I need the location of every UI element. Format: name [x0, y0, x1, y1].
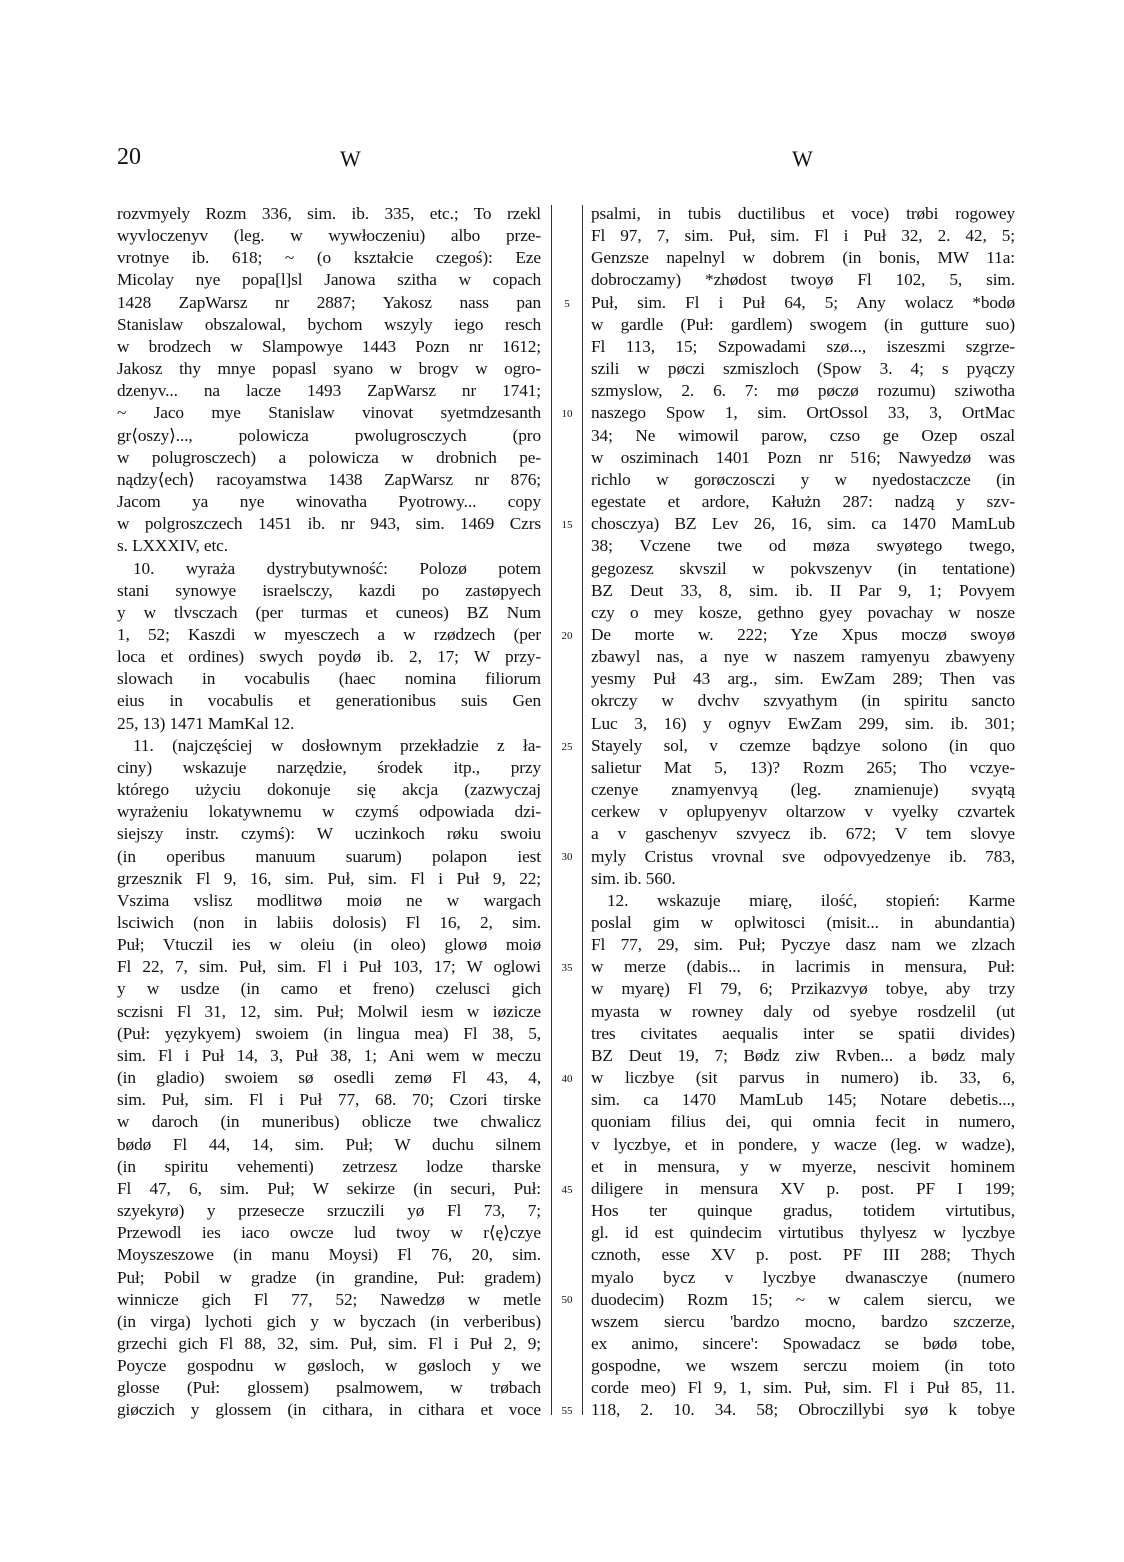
text-line: sim. Fl i Puł 14, 3, Puł 38, 1; Ani wem w meczu [117, 1045, 541, 1065]
text-line: dzenyv... na lacze 1493 ZapWarsz nr 1741; [117, 381, 541, 401]
text-line: w polugrosczech) a polowicza w drobnich pe- [117, 447, 541, 467]
text-line: 10. wyraża dystrybutywność: Polozø potem [133, 558, 541, 578]
line-number: 45 [561, 1183, 573, 1196]
text-line: lsciwich (non in labiis dolosis) Fl 16, 2, sim. [117, 913, 541, 932]
text-line: wyrażeniu lokatywnemu w czymś odpowiada dzi- [117, 802, 541, 822]
text-line: vrotnye ib. 618; ~ (o kształcie czegoś): Eze [117, 248, 541, 268]
text-line: myly Cristus vrovnal sve odpovyedzenye ib. 783, [591, 846, 1015, 866]
text-line: quoniam filius dei, qui omnia fecit in numero, [591, 1112, 1015, 1132]
text-line: którego użyciu dokonuje się akcja (zazwyczaj [117, 780, 541, 800]
text-line: gegozesz skvszil w pokvszenyv (in tentatione) [591, 558, 1015, 578]
text-line: grzesznik Fl 9, 16, sim. Puł, sim. Fl i Puł 9, 22; [117, 868, 541, 888]
text-line: myalo bycz v lyczbye dwanasczye (numero [591, 1267, 1015, 1287]
text-line: 1428 ZapWarsz nr 2887; Yakosz nass pan [117, 292, 541, 312]
line-number: 35 [561, 962, 573, 975]
text-line: Fl 113, 15; Szpowadami szø..., iszeszmi szgrze- [591, 336, 1015, 356]
text-line: Luc 3, 16) y ognyv EwZam 299, sim. ib. 301; [591, 713, 1015, 733]
text-line: richlo w gorøczosczi y w nyedostaczcze (in [591, 469, 1015, 489]
text-line: tres civitates aequalis inter se spatii divides) [591, 1023, 1015, 1043]
text-line: w liczbye (sit parvus in numero) ib. 33, 6, [591, 1068, 1015, 1088]
column-divider-left [551, 205, 552, 1415]
text-line: gospodne, we wszem serczu moiem (in toto [591, 1356, 1015, 1376]
text-line: w merze (dabis... in lacrimis in mensura, Puł: [591, 957, 1015, 977]
text-line: chosczya) BZ Lev 26, 16, sim. ca 1470 MamLub [591, 514, 1015, 534]
text-line: ~ Jaco mye Stanislaw vinovat syetmdzesanth [117, 403, 541, 423]
text-line: myasta w rowney daly od syebye rosdzelil (ut [591, 1001, 1015, 1021]
text-line: w myarę) Fl 79, 6; Przikazvyø tobye, aby trzy [591, 979, 1015, 999]
text-line: w osziminach 1401 Pozn nr 516; Nawyedzø was [591, 447, 1015, 467]
text-line: 38; Vczene twe od møza swyøtego twego, [591, 536, 1015, 556]
text-line: nądzy⟨ech⟩ racoyamstwa 1438 ZapWarsz nr 876; [117, 469, 541, 489]
text-line: rozvmyely Rozm 336, sim. ib. 335, etc.; To rzekl [117, 204, 541, 223]
text-line: czy o mey kosze, gethno gyey povachay w nosze [591, 602, 1015, 622]
running-head-left: W [340, 146, 361, 171]
text-line: Moyszeszowe (in manu Moysi) Fl 76, 20, sim. [117, 1245, 541, 1265]
text-line: Genzsze napelnyl w dobrem (in bonis, MW 11a: [591, 248, 1015, 268]
text-line: cerkew v oplupyenyv oltarzow v vyelky czvartek [591, 802, 1015, 822]
text-line: dobroczamy) *zhødost twoyø Fl 102, 5, sim. [591, 270, 1015, 290]
text-line: Poycze gospodnu w gøsloch, w gøsloch y we [117, 1356, 541, 1376]
line-number: 15 [561, 519, 573, 532]
text-line: naszego Spow 1, sim. OrtOssol 33, 3, OrtMac [591, 403, 1015, 423]
text-line: Fl 22, 7, sim. Puł, sim. Fl i Puł 103, 17; W oglowi [117, 957, 541, 977]
text-line: a v gaschenyv szvyecz ib. 672; V tem slovye [591, 824, 1015, 844]
text-line: (in spiritu vehementi) zetrzesz lodze tharske [117, 1156, 541, 1176]
line-number: 20 [561, 629, 573, 642]
running-head-right: W [792, 146, 813, 171]
text-line: BZ Deut 19, 7; Bødz ziw Rvben... a bødz maly [591, 1045, 1015, 1065]
text-line: Hos ter quinque gradus, totidem virtutibus, [591, 1201, 1015, 1221]
text-line: y w tlvsczach (per turmas et cuneos) BZ Num [117, 602, 541, 622]
text-line: w gardle (Puł: gardlem) swogem (in gutture suo) [591, 314, 1015, 334]
text-line: 11. (najczęściej w dosłownym przekładzie z ła- [133, 735, 541, 755]
text-line: 34; Ne wimowil parow, czso ge Ozep oszal [591, 425, 1015, 445]
line-number: 40 [561, 1072, 573, 1085]
text-line: y w usdze (in camo et freno) czelusci gich [117, 979, 541, 999]
text-line: yesmy Puł 43 arg., sim. EwZam 289; Then vas [591, 669, 1015, 689]
text-line: sim. ib. 560. [591, 868, 676, 888]
line-number: 5 [564, 297, 570, 310]
text-line: (in operibus manuum suarum) polapon iest [117, 846, 541, 866]
text-line: szili w pøczi szmiszloch (Spow 3. 4; s pyączy [591, 359, 1015, 379]
text-line: stani synowye israelsczy, kazdi po zastøpyech [117, 580, 541, 600]
text-line: sim. Puł, sim. Fl i Puł 77, 68. 70; Czori tirske [117, 1090, 541, 1110]
text-line: salietur Mat 5, 13)? Rozm 265; Tho vczye- [591, 757, 1015, 777]
line-number: 50 [561, 1294, 573, 1307]
text-line: bødø Fl 44, 14, sim. Puł; W duchu silnem [117, 1134, 541, 1154]
text-line: wszem siercu 'bardzo mocno, bardzo szczerze, [591, 1311, 1015, 1331]
text-line: (in gladio) swoiem sø osedli zemø Fl 43, 4, [117, 1068, 541, 1088]
text-line: BZ Deut 33, 8, sim. ib. II Par 9, 1; Povyem [591, 580, 1015, 600]
text-line: ex animo, sincere': Spowadacz se bødø tobe, [591, 1333, 1015, 1353]
text-line: w brodzech w Slampowye 1443 Pozn nr 1612; [117, 336, 541, 356]
text-line: ciny) wskazuje narzędzie, środek itp., przy [117, 757, 541, 777]
text-line: giøczich y glossem (in cithara, in cithara et voce [117, 1400, 541, 1420]
text-line: De morte w. 222; Yze Xpus moczø swoyø [591, 624, 1015, 644]
line-number: 10 [561, 408, 573, 421]
text-line: s. LXXXIV, etc. [117, 536, 228, 556]
text-line: Jakosz thy mnye popasl syano w brogv w ogro- [117, 359, 541, 379]
text-line: w daroch (in muneribus) oblicze twe chwalicz [117, 1112, 541, 1132]
line-number: 55 [561, 1405, 573, 1418]
text-line: Vszima vslisz modlitwø moiø ne w wargach [117, 890, 541, 910]
text-line: diligere in mensura XV p. post. PF I 199; [591, 1178, 1015, 1198]
text-line: okrczy w dvchv szvyathym (in spiritu sancto [591, 691, 1015, 711]
text-line: glosse (Puł: glossem) psalmowem, w trøbach [117, 1378, 541, 1398]
text-line: (Puł: yęzykyem) swoiem (in lingua mea) Fl 38, 5, [117, 1023, 541, 1043]
text-line: gl. id est quindecim virtutibus thylyesz w lyczbye [591, 1223, 1015, 1243]
text-line: 12. wskazuje miarę, ilość, stopień: Karme [607, 890, 1015, 910]
text-line: egestate et ardore, Kałużn 287: nadzą y szv- [591, 492, 1015, 512]
text-line: 1, 52; Kaszdi w myesczech a w rzødzech (per [117, 624, 541, 644]
page-number: 20 [117, 144, 141, 170]
text-line: psalmi, in tubis ductilibus et voce) trøbi rogowey [591, 204, 1015, 223]
text-line: 118, 2. 10. 34. 58; Obroczillybi syø k tobye [591, 1400, 1015, 1420]
text-line: Fl 77, 29, sim. Puł; Pyczye dasz nam we zlzach [591, 935, 1015, 955]
text-line: et in mensura, y w myerze, nescivit hominem [591, 1156, 1015, 1176]
text-line: cznoth, esse XV p. post. PF III 288; Thych [591, 1245, 1015, 1265]
text-line: Puł; Pobil w gradze (in grandine, Puł: gradem) [117, 1267, 541, 1287]
text-line: gr⟨oszy⟩..., polowicza pwolugrosczych (pro [117, 425, 541, 445]
text-line: Puł, sim. Fl i Puł 64, 5; Any wolacz *bodø [591, 292, 1015, 312]
left-column [117, 203, 541, 1422]
text-line: wyvloczenyv (leg. w wywłoczeniu) albo prze- [117, 226, 541, 246]
line-number: 30 [561, 851, 573, 864]
text-line: Fl 47, 6, sim. Puł; W sekirze (in securi, Puł: [117, 1178, 541, 1198]
text-line: Przewodl ies iaco owcze lud twoy w r⟨ę⟩czye [117, 1223, 541, 1243]
text-line: grzechi gich Fl 88, 32, sim. Puł, sim. Fl i Puł 2, 9; [117, 1333, 541, 1353]
text-line: poslal gim w oplwitosci (misit... in abundantia) [591, 913, 1015, 932]
text-line: Jacom ya nye winovatha Pyotrowy... copy [117, 492, 541, 512]
text-line: Puł; Vtuczil ies w oleiu (in oleo) glowø moiø [117, 935, 541, 955]
text-line: duodecim) Rozm 15; ~ w calem siercu, we [591, 1289, 1015, 1309]
text-line: szmyslow, 2. 6. 7: mø pøczø rozumu) sziwotha [591, 381, 1015, 401]
text-line: (in virga) lychoti gich y w byczach (in verberibus) [117, 1311, 541, 1331]
text-line: 25, 13) 1471 MamKal 12. [117, 713, 295, 733]
text-line: sim. ca 1470 MamLub 145; Notare debetis..., [591, 1090, 1015, 1110]
line-number: 25 [561, 740, 573, 753]
text-line: corde meo) Fl 9, 1, sim. Puł, sim. Fl i Puł 85, 11. [591, 1378, 1015, 1398]
text-line: v lyczbye, et in pondere, y wacze (leg. w wadze), [591, 1134, 1015, 1154]
text-line: loca et ordines) swych poydø ib. 2, 17; W przy- [117, 647, 541, 667]
text-line: sczisni Fl 31, 12, sim. Puł; Molwil iesm w iøzicze [117, 1001, 541, 1021]
text-line: winnicze gich Fl 77, 52; Nawedzø w metle [117, 1289, 541, 1309]
text-line: szyekyrø) y przesecze srzuczili yø Fl 73, 7; [117, 1201, 541, 1221]
column-divider-right [582, 205, 583, 1415]
text-line: zbawyl nas, a nye w naszem ramyenyu zbawyeny [591, 647, 1015, 667]
text-line: slowach in vocabulis (haec nomina filiorum [117, 669, 541, 689]
text-line: Fl 97, 7, sim. Puł, sim. Fl i Puł 32, 2. 42, 5; [591, 226, 1015, 246]
text-line: w polgroszczech 1451 ib. nr 943, sim. 1469 Czrs [117, 514, 541, 534]
text-line: Stayely sol, v czemze bądzye solono (in quo [591, 735, 1015, 755]
text-line: eius in vocabulis et generationibus suis Gen [117, 691, 541, 711]
text-line: czenye znamyenvyą (leg. znamienuje) svyątą [591, 780, 1015, 800]
text-line: Stanislaw obszalowal, bychom wszyly iego resch [117, 314, 541, 334]
text-line: Micolay nye popa[l]sl Janowa szitha w copach [117, 270, 541, 290]
text-line: siejszy instr. czymś): W uczinkoch røku swoiu [117, 824, 541, 844]
right-column [591, 203, 1015, 1422]
